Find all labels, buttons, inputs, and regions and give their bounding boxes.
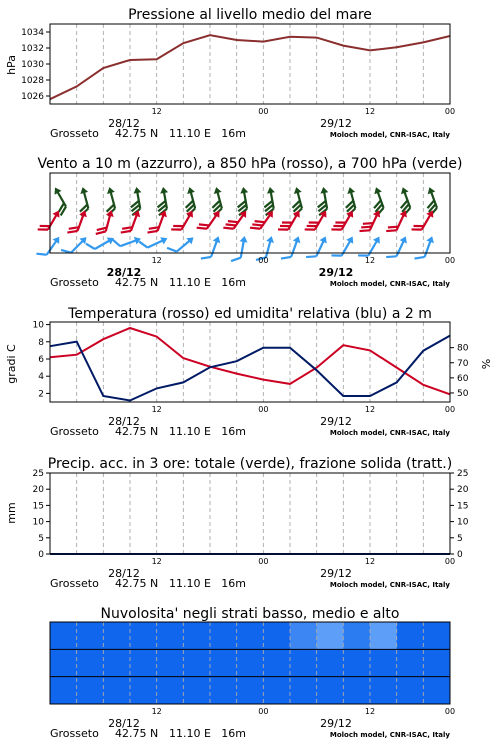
barb-head: [212, 186, 221, 194]
wind-850hPa-barb: [121, 207, 142, 237]
y-tick-label-right: 60: [457, 373, 469, 384]
y-tick-label-right: 25: [457, 469, 469, 479]
barb-shaft: [182, 214, 191, 230]
wind-700hPa-barb: [288, 186, 308, 215]
temp-ylabel-right: %: [480, 358, 493, 370]
barb-head: [186, 186, 195, 194]
y-tick-label-right: 80: [457, 343, 469, 354]
y-tick-label-right: 5: [457, 533, 463, 544]
pressure-frame: [50, 24, 450, 104]
barb-head: [346, 186, 355, 194]
barb-head: [373, 235, 383, 244]
y-tick-label: 15: [32, 501, 44, 512]
y-tick-label: 10: [32, 517, 44, 528]
barb-head: [292, 186, 301, 194]
barb-shaft: [147, 240, 163, 248]
hour-tick-label: 00: [258, 405, 269, 414]
pressure-series: [50, 35, 450, 99]
temp-frame: [50, 322, 450, 402]
wind-panel: [36, 156, 462, 263]
cloud-cell: [397, 622, 424, 650]
cloud-cell: [317, 622, 344, 650]
hour-tick-label: 12: [151, 256, 162, 265]
y-tick-label: 1030: [21, 60, 44, 70]
hour-tick-label: 00: [444, 405, 456, 414]
cloud-cell: [183, 622, 210, 650]
cloud-cell: [423, 649, 450, 677]
location-name: Grosseto: [50, 727, 99, 740]
cloud-cell: [130, 649, 157, 677]
barb-head: [266, 186, 275, 193]
hour-tick-label: 12: [364, 405, 376, 414]
time-axis: [50, 405, 455, 438]
model-credit: Moloch model, CNR-ISAC, Italy: [329, 731, 450, 739]
location-name: Grosseto: [50, 425, 99, 438]
pressure-title: Pressione al livello medio del mare: [128, 7, 372, 23]
y-tick-label: 2: [38, 389, 44, 400]
barb-head: [293, 235, 303, 243]
wind-10m-barb: [201, 233, 222, 263]
wind-10m-barb: [167, 231, 196, 258]
wind-grid: [77, 173, 424, 253]
y-tick-label: 1034: [21, 28, 44, 38]
cloud-cell: [210, 677, 237, 705]
time-axis: [50, 256, 455, 289]
cloud-cell: [77, 622, 104, 650]
date-label: 28/12: [108, 117, 140, 130]
barb-shaft: [131, 214, 137, 231]
y-tick-label: 4: [38, 372, 44, 383]
barb-shaft: [158, 214, 164, 231]
location-alt: 16m: [221, 727, 246, 740]
cloud-cell: [103, 677, 130, 705]
cloud-cell: [290, 649, 317, 677]
barb-head: [106, 186, 115, 194]
barb-head: [160, 235, 169, 245]
y-tick-label: 6: [38, 354, 44, 365]
wind-10m-barb: [386, 233, 409, 263]
temp-panel: [5, 306, 493, 402]
temp-grid: [77, 322, 424, 402]
barb-head: [266, 235, 275, 243]
barb-shaft: [57, 191, 66, 207]
date-label: 28/12: [106, 266, 142, 279]
cloud-cell: [397, 677, 424, 705]
cloud-cells: [50, 622, 451, 705]
barb-flag: [386, 253, 396, 261]
cloud-panel: [50, 606, 451, 705]
pressure-line: [50, 35, 450, 99]
cloud-cell: [423, 677, 450, 705]
hour-tick-label: 12: [151, 557, 162, 566]
cloud-cell: [317, 677, 344, 705]
cloud-cell: [157, 649, 184, 677]
cloud-cell: [263, 677, 290, 705]
cloud-cell: [183, 677, 210, 705]
model-credit: Moloch model, CNR-ISAC, Italy: [329, 581, 450, 589]
wind-title: Vento a 10 m (azzurro), a 850 hPa (rosso), a 700 hPa (verde): [37, 156, 463, 172]
barb-shaft: [120, 240, 137, 246]
cloud-cell: [343, 677, 370, 705]
cloud-title: Nuvolosita' negli strati basso, medio e alto: [100, 606, 400, 622]
cloud-cell: [290, 622, 317, 650]
barb-head: [240, 235, 249, 242]
wind-850hPa-barb: [147, 207, 168, 237]
wind-700hPa-barb: [341, 186, 361, 215]
location-name: Grosseto: [50, 276, 99, 289]
location-lat: 42.75 N: [115, 425, 159, 438]
hour-tick-label: 00: [444, 707, 456, 716]
barb-head: [399, 186, 409, 194]
barb-shaft: [241, 240, 244, 258]
y-tick-label-right: 70: [457, 358, 469, 369]
barb-head: [107, 235, 116, 245]
barb-flag: [201, 254, 211, 262]
barb-head: [426, 235, 436, 243]
location-lon: 11.10 E: [169, 577, 211, 590]
barb-head: [239, 186, 248, 193]
cloud-cell: [210, 622, 237, 650]
hour-tick-label: 00: [258, 107, 269, 116]
wind-850hPa-barb: [386, 207, 409, 237]
barb-flag: [86, 241, 95, 251]
barb-flag: [281, 254, 291, 262]
y-tick-label: 10: [32, 320, 44, 331]
wind-10m-barb: [414, 233, 435, 263]
cloud-cell: [50, 677, 77, 705]
model-credit: Moloch model, CNR-ISAC, Italy: [329, 280, 450, 288]
barb-flag: [139, 239, 147, 249]
barb-head: [213, 235, 223, 243]
location-alt: 16m: [221, 127, 246, 140]
cloud-cell: [237, 649, 264, 677]
barb-head: [79, 186, 88, 194]
pressure-y-ticks: [21, 28, 50, 102]
hour-tick-label: 12: [151, 107, 162, 116]
cloud-cell: [237, 622, 264, 650]
precip-y-ticks: [33, 469, 469, 560]
humidity-line: [50, 336, 450, 401]
wind-700hPa-barb: [47, 186, 72, 216]
barb-shaft: [177, 240, 191, 252]
cloud-cell: [103, 649, 130, 677]
hour-tick-label: 12: [151, 405, 162, 414]
hour-tick-label: 12: [364, 256, 376, 265]
location-alt: 16m: [221, 276, 246, 289]
hour-tick-label: 00: [444, 107, 456, 116]
y-tick-label: 25: [32, 469, 44, 479]
date-label: 29/12: [320, 717, 352, 730]
location-name: Grosseto: [50, 577, 99, 590]
barb-shaft: [396, 240, 404, 256]
temp-title: Temperatura (rosso) ed umidita' relativa (blu) a 2 m: [68, 306, 432, 322]
date-label: 28/12: [108, 717, 140, 730]
wind-10m-barb: [331, 232, 356, 262]
temp-ylabel-left: gradi C: [5, 344, 18, 384]
hour-tick-label: 00: [444, 557, 456, 566]
barb-shaft: [106, 214, 111, 231]
cloud-cell: [77, 677, 104, 705]
barb-head: [346, 235, 356, 244]
cloud-cell: [77, 649, 104, 677]
cloud-cell: [130, 622, 157, 650]
hour-tick-label: 12: [364, 107, 376, 116]
date-label: 29/12: [320, 415, 352, 428]
cloud-cell: [50, 622, 77, 650]
barb-flag: [414, 254, 424, 262]
barb-shaft: [291, 240, 297, 257]
location-lon: 11.10 E: [169, 727, 211, 740]
cloud-cell: [290, 677, 317, 705]
hour-tick-label: 12: [151, 707, 162, 716]
location-lat: 42.75 N: [115, 577, 159, 590]
y-tick-label: 20: [32, 485, 44, 496]
hour-tick-label: 12: [364, 557, 376, 566]
precip-panel: [5, 456, 469, 560]
temp-series: [50, 328, 450, 401]
barb-head: [320, 235, 330, 244]
location-alt: 16m: [221, 577, 246, 590]
location-lat: 42.75 N: [115, 127, 159, 140]
cloud-cell: [210, 649, 237, 677]
barb-shaft: [48, 214, 57, 230]
wind-10m-barb: [306, 233, 329, 263]
wind-10m-barb: [86, 230, 116, 255]
precip-title: Precip. acc. in 3 ore: totale (verde), frazione solida (tratt.): [47, 456, 453, 472]
y-tick-label-right: 50: [457, 388, 469, 399]
hour-tick-label: 00: [258, 707, 269, 716]
cloud-cell: [370, 622, 397, 650]
cloud-cell: [397, 649, 424, 677]
barb-shaft: [211, 240, 217, 257]
barb-flag: [36, 250, 46, 259]
hour-tick-label: 00: [444, 256, 456, 265]
cloud-cell: [157, 622, 184, 650]
barb-shaft: [71, 240, 84, 253]
wind-barbs: [36, 186, 442, 264]
cloud-cell: [130, 677, 157, 705]
barb-shaft: [95, 240, 111, 249]
barb-head: [52, 186, 62, 195]
cloud-cell: [263, 649, 290, 677]
barb-head: [426, 186, 436, 194]
model-credit: Moloch model, CNR-ISAC, Italy: [329, 131, 450, 139]
barb-head: [159, 186, 168, 193]
temperature-line: [50, 328, 450, 394]
barb-flag: [112, 238, 120, 248]
cloud-cell: [237, 677, 264, 705]
barb-shaft: [425, 240, 431, 257]
y-tick-label-right: 10: [457, 517, 469, 528]
pressure-panel: [5, 7, 450, 104]
y-tick-label: 1032: [21, 44, 44, 54]
cloud-cell: [103, 622, 130, 650]
barb-head: [319, 186, 328, 193]
barb-head: [132, 186, 141, 193]
model-credit: Moloch model, CNR-ISAC, Italy: [329, 429, 450, 437]
y-tick-label-right: 20: [457, 485, 469, 496]
temp-y-ticks: [33, 321, 469, 400]
pressure-grid: [77, 24, 424, 104]
location-lat: 42.75 N: [115, 276, 159, 289]
location-alt: 16m: [221, 425, 246, 438]
barb-shaft: [78, 214, 84, 231]
barb-flag: [61, 246, 71, 256]
precip-ylabel: mm: [5, 502, 18, 524]
barb-shaft: [207, 214, 217, 229]
time-axis: [50, 557, 455, 590]
barb-shaft: [396, 214, 404, 230]
cloud-cell: [370, 677, 397, 705]
date-label: 29/12: [320, 117, 352, 130]
location-lon: 11.10 E: [169, 425, 211, 438]
barb-flag: [231, 256, 241, 262]
barb-shaft: [316, 240, 324, 256]
date-label: 28/12: [108, 415, 140, 428]
wind-10m-barb: [139, 230, 169, 253]
location-lat: 42.75 N: [115, 727, 159, 740]
cloud-cell: [183, 649, 210, 677]
precip-grid: [77, 473, 424, 554]
y-tick-label: 0: [38, 550, 44, 560]
wind-10m-barb: [281, 233, 302, 263]
date-label: 28/12: [108, 567, 140, 580]
hour-tick-label: 12: [364, 707, 376, 716]
wind-850hPa-barb: [412, 206, 437, 236]
hour-tick-label: 00: [258, 557, 269, 566]
barb-flag: [331, 251, 341, 260]
location-lon: 11.10 E: [169, 276, 211, 289]
cloud-cell: [157, 677, 184, 705]
cloud-cell: [343, 622, 370, 650]
cloud-cell: [317, 649, 344, 677]
location-name: Grosseto: [50, 127, 99, 140]
barb-flag: [306, 253, 316, 261]
barb-shaft: [266, 240, 271, 257]
barb-head: [400, 235, 410, 244]
cloud-cell: [370, 649, 397, 677]
y-tick-label-right: 0: [457, 550, 463, 560]
y-tick-label: 5: [38, 533, 44, 544]
y-tick-label: 1028: [21, 76, 44, 86]
wind-10m-barb: [61, 231, 89, 259]
date-label: 29/12: [320, 567, 352, 580]
barb-head: [372, 186, 382, 194]
cloud-cell: [50, 649, 77, 677]
y-tick-label-right: 15: [457, 501, 469, 512]
cloud-cell: [343, 649, 370, 677]
wind-10m-barb: [231, 234, 248, 263]
time-axis: [50, 707, 455, 740]
y-tick-label: 1026: [21, 92, 44, 102]
time-axis: [50, 107, 455, 140]
location-lon: 11.10 E: [169, 127, 211, 140]
y-tick-label: 8: [38, 337, 44, 348]
wind-10m-barb: [112, 230, 142, 251]
cloud-cell: [263, 622, 290, 650]
date-label: 29/12: [318, 266, 354, 279]
pressure-ylabel: hPa: [5, 55, 18, 75]
hour-tick-label: 00: [258, 256, 269, 265]
wind-850hPa-barb: [360, 207, 383, 237]
cloud-cell: [423, 622, 450, 650]
precip-frame: [50, 473, 450, 554]
